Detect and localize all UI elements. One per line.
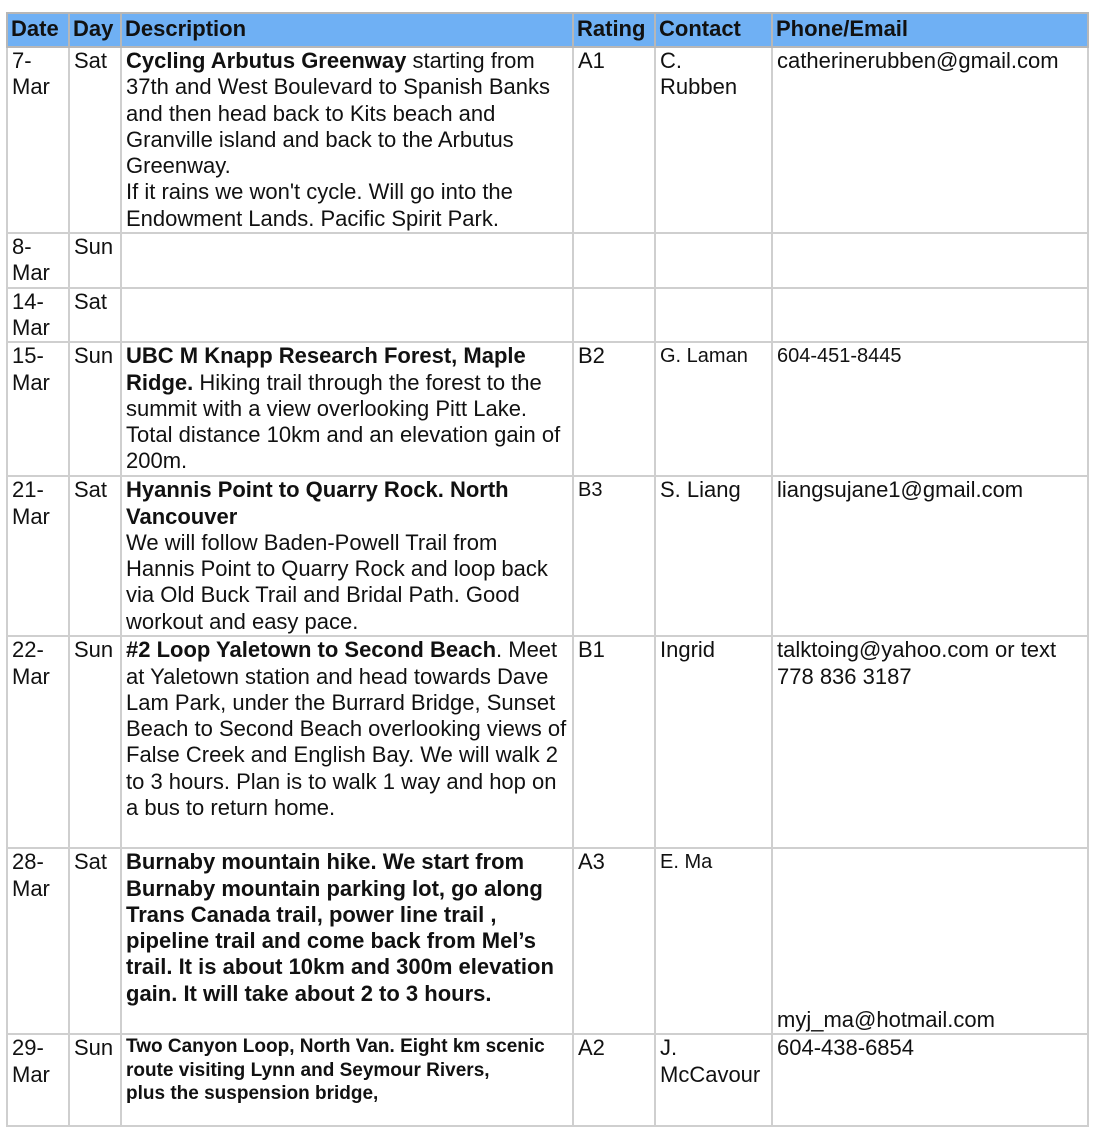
cell-contact: E. Ma [655,848,772,1034]
cell-date: 29- Mar [7,1034,69,1126]
cell-date: 21- Mar [7,476,69,636]
header-row [7,13,1088,47]
event-text: Hiking trail through the forest to the summit with a view overlooking Pitt Lake. Total distance 10km and an elevation gain of 200m. [126,369,561,474]
event-title: UBC M Knapp Research Forest, Maple Ridge. [126,343,526,395]
cell-contact [655,288,772,343]
cell-day: Sat [69,47,121,233]
event-title: Burnaby mountain hike. We start from Burnaby mountain parking lot, go along Trans Canada trail, power line trail , pipeline trail and come back from Mel’s trail. It is about 10km and 300m elevation gain. It will take about 2 to 3 hours. [126,849,554,1006]
event-title: Cycling Arbutus Greenway [126,48,407,73]
cell-contact: G. Laman [655,342,772,476]
cell-contact: J. McCavour [655,1034,772,1126]
cell-date: 14- Mar [7,288,69,343]
cell-description [121,636,573,848]
cell-contact: C. Rubben [655,47,772,233]
cell-description [121,288,573,343]
header-rating: Rating [573,13,655,47]
cell-contact: S. Liang [655,476,772,636]
table-row [7,476,1088,636]
event-text: . Meet at Yaletown station and head towards Dave Lam Park, under the Burrard Bridge, Sunset Beach to Second Beach overlooking views of False Creek and English Bay. We will walk 2 to 3 hours. Plan is to walk 1 way and hop on a bus to return home. [126,637,567,821]
table-row [7,288,1088,343]
cell-phone-email: 604-451-8445 [772,342,1088,476]
cell-description [121,848,573,1034]
cell-phone-email: catherinerubben@gmail.com [772,47,1088,233]
cell-rating: A3 [573,848,655,1034]
cell-day: Sun [69,1034,121,1126]
cell-day: Sat [69,288,121,343]
cell-date: 28- Mar [7,848,69,1034]
cell-rating: B1 [573,636,655,848]
cell-date: 22- Mar [7,636,69,848]
cell-description [121,342,573,476]
table-row [7,636,1088,848]
cell-rating: A1 [573,47,655,233]
table-row [7,342,1088,476]
table-row [7,233,1088,288]
cell-day: Sat [69,476,121,636]
cell-day: Sun [69,233,121,288]
cell-day: Sun [69,636,121,848]
table-row [7,1034,1088,1126]
cell-day: Sun [69,342,121,476]
cell-contact [655,233,772,288]
cell-phone-email [772,288,1088,343]
event-text: We will follow Baden-Powell Trail from Hannis Point to Quarry Rock and loop back via Old Buck Trail and Bridal Path. Good workout and easy pace. [126,529,548,634]
cell-phone-email: myj_ma@hotmail.com [772,848,1088,1034]
cell-date: 8- Mar [7,233,69,288]
cell-date: 15- Mar [7,342,69,476]
cell-date: 7- Mar [7,47,69,233]
cell-rating: B3 [573,476,655,636]
cell-rating [573,233,655,288]
cell-phone-email: 604-438-6854 [772,1034,1088,1126]
header-description: Description [121,13,573,47]
event-title: Hyannis Point to Quarry Rock. North Vancouver [126,477,509,529]
header-day: Day [69,13,121,47]
cell-rating: A2 [573,1034,655,1126]
cell-description [121,233,573,288]
cell-description [121,476,573,636]
cell-description [121,47,573,233]
event-text: starting from 37th and West Boulevard to Spanish Banks and then head back to Kits beach and Granville island and back to the Arbutus Greenway. [126,48,550,179]
table-row [7,47,1088,233]
cell-day: Sat [69,848,121,1034]
cell-rating: B2 [573,342,655,476]
events-table [6,12,1089,1127]
header-phone-email: Phone/Email [772,13,1088,47]
cell-phone-email: talktoing@yahoo.com or text 778 836 3187 [772,636,1088,848]
table-row [7,848,1088,1034]
event-title: #2 Loop Yaletown to Second Beach [126,637,497,663]
cell-phone-email: liangsujane1@gmail.com [772,476,1088,636]
header-date: Date [7,13,69,47]
cell-rating [573,288,655,343]
header-contact: Contact [655,13,772,47]
cell-description: Two Canyon Loop, North Van. Eight km scenic route visiting Lynn and Seymour Rivers, plus the suspension bridge, [121,1034,573,1126]
event-note: If it rains we won't cycle. Will go into the Endowment Lands. Pacific Spirit Park. [126,179,513,231]
cell-contact: Ingrid [655,636,772,848]
cell-phone-email [772,233,1088,288]
